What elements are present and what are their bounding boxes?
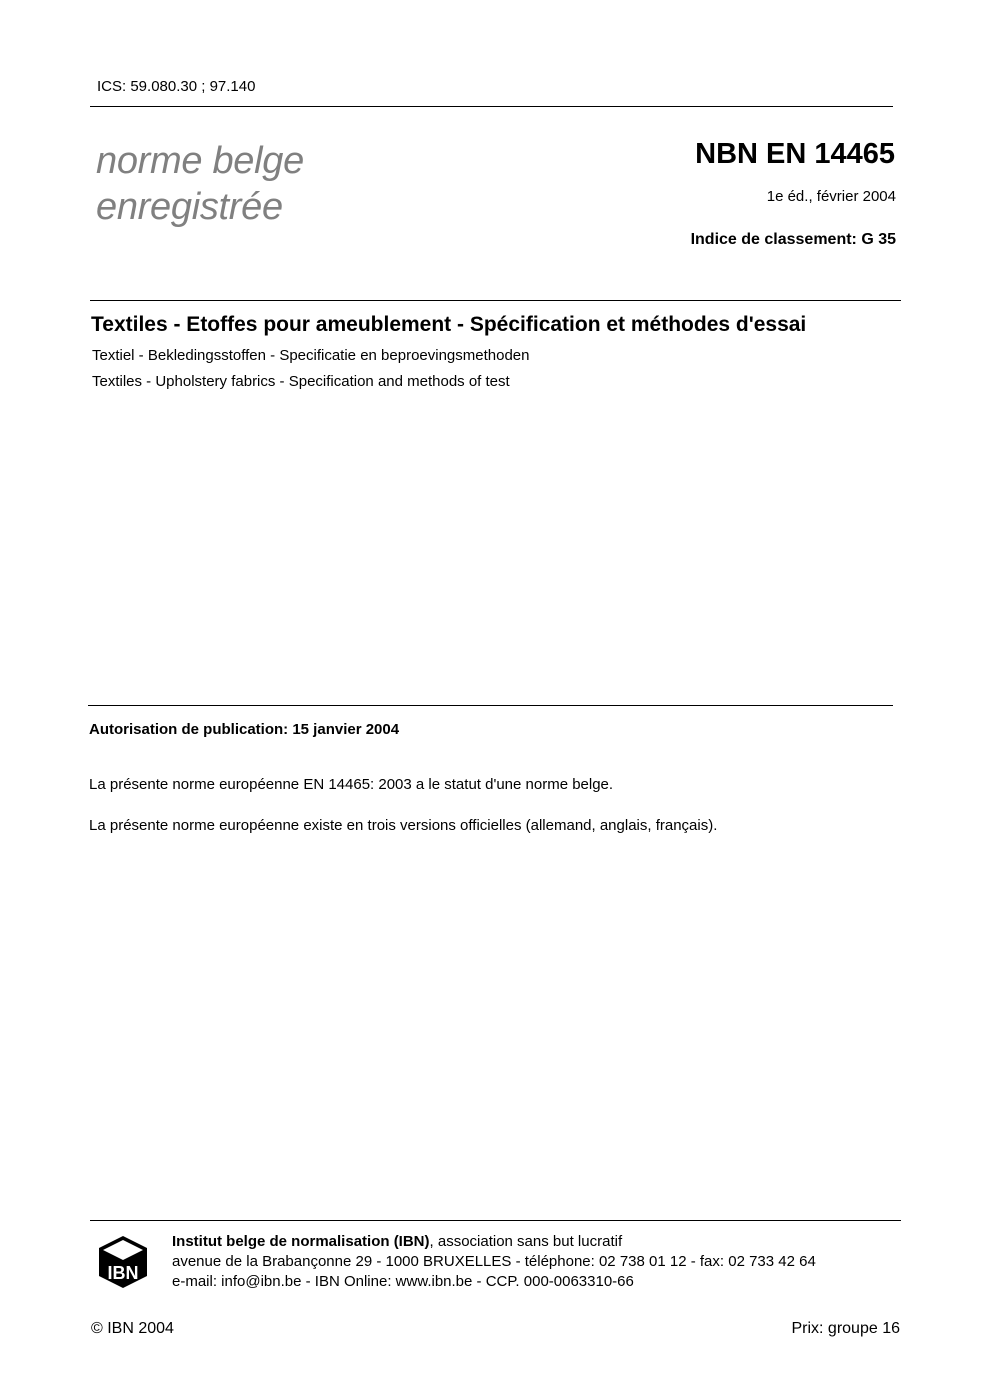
org-name: Institut belge de normalisation (IBN) [172,1233,430,1250]
brand-label [96,138,304,230]
status-paragraph: La présente norme européenne EN 14465: 2003 a le statut d'une norme belge. [89,776,614,793]
organization-block [172,1232,816,1292]
title-dutch: Textiel - Bekledingsstoffen - Specificatie en beproevingsmethoden [92,347,530,364]
org-address: avenue de la Brabançonne 29 - 1000 BRUXELLES - téléphone: 02 738 01 12 - fax: 02 733 42 64 [172,1253,816,1270]
standard-number: NBN EN 14465 [695,138,895,170]
logo-text: IBN [107,1263,139,1283]
edition-date: 1e éd., février 2004 [766,188,896,205]
ics-code: ICS: 59.080.30 ; 97.140 [97,78,256,95]
classification-index: Indice de classement: G 35 [690,231,896,248]
org-contact: e-mail: info@ibn.be - IBN Online: www.ibn.be - CCP. 000-0063310-66 [172,1273,634,1290]
ibn-logo-icon [97,1234,149,1290]
versions-paragraph: La présente norme européenne existe en trois versions officielles (allemand, anglais, français). [89,817,718,834]
org-type: , association sans but lucratif [429,1233,623,1250]
org-line [172,1232,816,1252]
copyright: © IBN 2004 [91,1320,174,1337]
title-french: Textiles - Etoffes pour ameublement - Spécification et méthodes d'essai [91,313,807,336]
publication-authorization: Autorisation de publication: 15 janvier 2004 [89,721,400,738]
price-group: Prix: groupe 16 [791,1320,900,1337]
title-rule [90,300,901,301]
footer-rule [90,1220,901,1221]
body-rule [88,705,893,706]
brand-line-1: norme belge [96,140,304,182]
brand-line-2: enregistrée [96,186,283,228]
title-english: Textiles - Upholstery fabrics - Specification and methods of test [92,373,510,390]
top-rule [90,106,893,107]
